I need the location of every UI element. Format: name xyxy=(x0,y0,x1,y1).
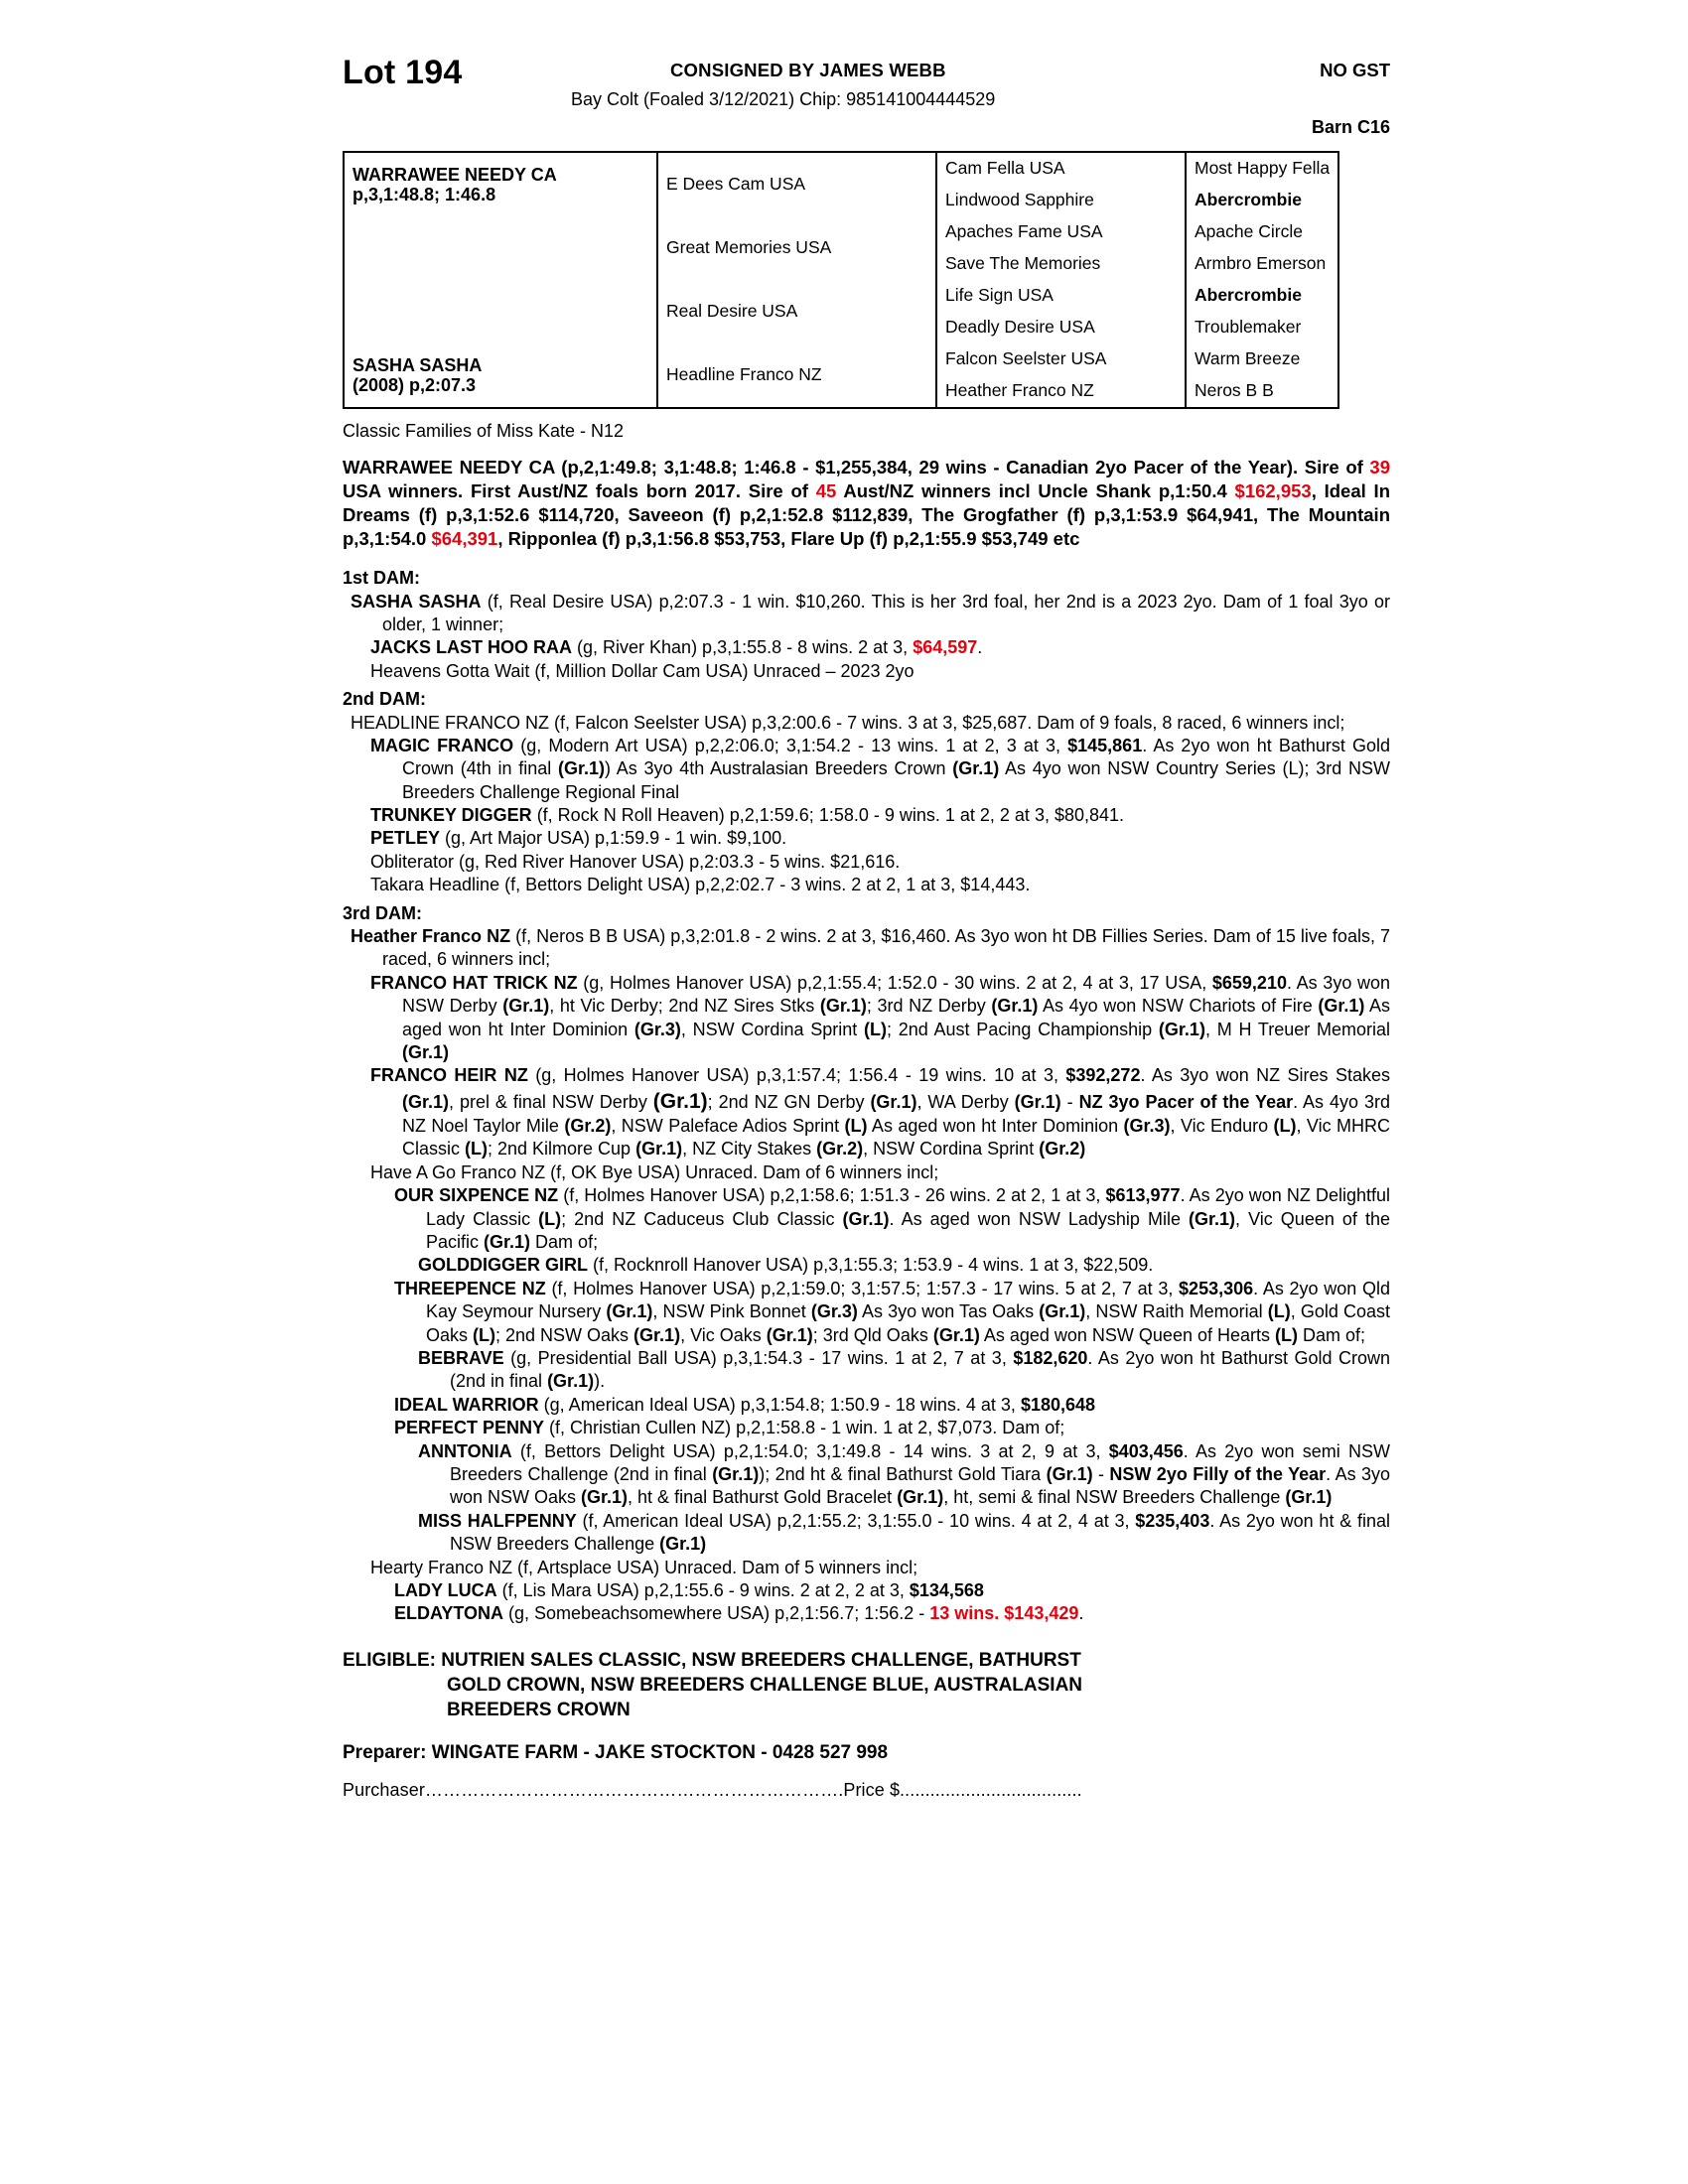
entry-text: (Gr.3) xyxy=(1123,1116,1171,1137)
entry-text: As aged won ht Inter Dominion xyxy=(402,996,1390,1039)
entry-text: (Gr.1) xyxy=(1014,1091,1061,1112)
entry-text: Heather Franco NZ xyxy=(351,926,511,947)
entry-text: (Gr.1) xyxy=(484,1232,531,1253)
entry-text: ANNTONIA xyxy=(418,1440,512,1461)
pedigree-entry xyxy=(343,1440,1390,1510)
pedigree-entry xyxy=(343,1417,1390,1439)
consignor: CONSIGNED BY JAMES WEBB xyxy=(670,60,946,80)
entry-text: (L) xyxy=(473,1324,495,1345)
entry-text: (Gr.1) xyxy=(606,1301,653,1322)
entry-text: . As 4yo 3rd NZ Noel Taylor Mile xyxy=(402,1091,1390,1137)
table-row xyxy=(345,216,1399,248)
dam-dam: Headline Franco NZ xyxy=(657,343,936,407)
entry-text: ; 2nd NZ Caduceus Club Classic xyxy=(561,1208,843,1229)
sire-summary-paragraph xyxy=(343,456,1390,551)
sire-gs4: Save The Memories xyxy=(936,248,1186,280)
entry-text: (Gr.1) xyxy=(659,1534,707,1555)
sire-ggs3: Apache Circle xyxy=(1186,216,1399,248)
pedigree-entry xyxy=(343,827,1390,850)
dam-sire: Real Desire USA xyxy=(657,280,936,343)
entry-text: (Gr.1) xyxy=(402,1042,450,1062)
entry-text: MAGIC FRANCO xyxy=(370,735,514,755)
entry-text: , M H Treuer Memorial xyxy=(1204,1019,1390,1039)
dam-ggs3: Warm Breeze xyxy=(1186,343,1399,375)
sire-text-p2: USA winners. First Aust/NZ foals born 2017. Sire of xyxy=(343,480,816,502)
dam-ggs1: Abercrombie xyxy=(1186,280,1399,312)
entry-text: ELDAYTONA xyxy=(394,1603,504,1624)
entry-text: (Gr.1) xyxy=(766,1324,813,1345)
entry-text: (Gr.1) xyxy=(1189,1208,1236,1229)
entry-text: (Gr.1) xyxy=(633,1324,681,1345)
entry-text: NZ 3yo Pacer of the Year xyxy=(1078,1091,1294,1112)
entry-text: $235,403 xyxy=(1135,1510,1210,1531)
pedigree-entry xyxy=(343,636,1390,659)
entry-text: . As aged won NSW Ladyship Mile xyxy=(889,1208,1190,1229)
table-row xyxy=(345,343,1399,375)
entry-text: (Gr.1) xyxy=(1158,1019,1205,1039)
sire-text-p4: , Ideal In Dreams (f) p,3,1:52.6 $114,720, Saveeon (f) p,2,1:52.8 $112,839, The Grogfather (f) p,3,1:53.9 $64,941, The Mountain p,3,1:54.0 xyxy=(343,480,1390,550)
sire-text-m2: $64,391 xyxy=(431,528,498,550)
entry-text: (Gr.1) xyxy=(635,1139,683,1160)
pedigree-entry xyxy=(343,1161,1390,1184)
entry-text: (L) xyxy=(1267,1301,1291,1322)
entry-text: GOLDDIGGER GIRL xyxy=(418,1255,588,1276)
entry-text: ; 2nd Aust Pacing Championship xyxy=(886,1019,1159,1039)
entry-text: Obliterator (g, Red River Hanover USA) p,2:03.3 - 5 wins. $21,616. xyxy=(370,851,901,872)
pedigree-entry xyxy=(343,1347,1390,1394)
entry-text: $392,272 xyxy=(1065,1065,1141,1086)
dam-gs4: Heather Franco NZ xyxy=(936,375,1186,407)
sire-text-m1: $162,953 xyxy=(1234,480,1312,502)
entry-text: (Gr.1) xyxy=(547,1371,595,1392)
dam-record: (2008) p,2:07.3 xyxy=(352,375,477,395)
entry-text: , Gold Coast Oaks xyxy=(426,1301,1390,1345)
sire-text-n45: 45 xyxy=(815,480,837,502)
entry-text: (g, Presidential Ball USA) p,3,1:54.3 - 17 wins. 1 at 2, 7 at 3, xyxy=(503,1347,1014,1368)
entry-text: . As 3yo won NSW Oaks xyxy=(450,1463,1390,1508)
entry-text: (L) xyxy=(465,1139,488,1160)
entry-text: (g, Modern Art USA) p,2,2:06.0; 3,1:54.2 - 13 wins. 1 at 2, 3 at 3, xyxy=(513,735,1068,755)
entry-text: $64,597 xyxy=(913,637,978,658)
entry-text: , Vic MHRC Classic xyxy=(402,1116,1390,1160)
entry-text: (g, Art Major USA) p,1:59.9 - 1 win. $9,100. xyxy=(440,828,787,849)
pedigree-entry xyxy=(343,1064,1390,1160)
entry-text: (Gr.1) xyxy=(1046,1463,1093,1484)
entry-text: Dam of; xyxy=(530,1232,599,1253)
entry-text: (L) xyxy=(538,1208,562,1229)
entry-text: - xyxy=(1060,1091,1079,1112)
entry-text: (Gr.1) xyxy=(897,1487,944,1508)
sire-name: WARRAWEE NEEDY CA xyxy=(352,164,557,185)
preparer-line: Preparer: WINGATE FARM - JAKE STOCKTON - 0428 527 998 xyxy=(343,1741,889,1763)
lot-number: Lot 194 xyxy=(343,54,463,91)
dam-gs3: Falcon Seelster USA xyxy=(936,343,1186,375)
entry-text: (f, Lis Mara USA) p,2,1:55.6 - 9 wins. 2 at 2, 2 at 3, xyxy=(496,1579,910,1600)
pedigree-dam-spacer xyxy=(345,280,657,343)
entry-text: . As 2yo won ht & final NSW Breeders Challenge xyxy=(450,1510,1390,1555)
pedigree-entry xyxy=(343,1394,1390,1417)
pedigree-entry xyxy=(343,735,1390,804)
entry-text: $182,620 xyxy=(1013,1347,1088,1368)
dam-heading: 3rd DAM: xyxy=(343,902,422,923)
entry-text: (Gr.3) xyxy=(633,1019,681,1039)
pedigree-entry xyxy=(343,1184,1390,1254)
entry-text: ). xyxy=(594,1371,606,1392)
pedigree-entry xyxy=(343,1254,1390,1277)
entry-text: NSW 2yo Filly of the Year xyxy=(1109,1463,1327,1484)
pedigree-entry xyxy=(343,851,1390,874)
dam-gs1: Life Sign USA xyxy=(936,280,1186,312)
entry-text: (Gr.1) xyxy=(842,1208,890,1229)
entry-text: Hearty Franco NZ (f, Artsplace USA) Unraced. Dam of 5 winners incl; xyxy=(370,1557,918,1577)
eligible-line-2: GOLD CROWN, NSW BREEDERS CHALLENGE BLUE, AUSTRALASIAN xyxy=(447,1674,1083,1696)
pedigree-entry xyxy=(343,972,1390,1065)
entry-text: IDEAL WARRIOR xyxy=(394,1394,539,1415)
entry-text: , NSW Cordina Sprint xyxy=(863,1139,1040,1160)
entry-text: (Gr.1) xyxy=(1285,1487,1333,1508)
eligible-block xyxy=(343,1648,1390,1722)
entry-text: (Gr.1) xyxy=(819,996,867,1017)
entry-text: , NSW Cordina Sprint xyxy=(680,1019,864,1039)
dam-ggs2: Troublemaker xyxy=(1186,312,1399,343)
entry-text: (L) xyxy=(1273,1116,1297,1137)
entry-text: FRANCO HEIR NZ xyxy=(370,1065,528,1086)
entry-text: Dam of; xyxy=(1297,1324,1366,1345)
entry-text: PETLEY xyxy=(370,828,441,849)
entry-text: (f, Bettors Delight USA) p,2,1:54.0; 3,1:49.8 - 14 wins. 3 at 2, 9 at 3, xyxy=(511,1440,1109,1461)
entry-text: , ht, semi & final NSW Breeders Challenge xyxy=(943,1487,1286,1508)
entry-text: , NZ City Stakes xyxy=(682,1139,817,1160)
entry-text: (g, Somebeachsomewhere USA) p,2,1:56.7; 1:56.2 - xyxy=(503,1603,930,1624)
entry-text: $180,648 xyxy=(1020,1394,1096,1415)
entry-text: $253,306 xyxy=(1179,1278,1254,1298)
entry-text: ) As 3yo 4th Australasian Breeders Crown xyxy=(605,758,953,779)
pedigree-sire-cell xyxy=(345,153,657,216)
entry-text: MISS HALFPENNY xyxy=(418,1510,577,1531)
dam-ggs4: Neros B B xyxy=(1186,375,1399,407)
entry-text: , NSW Raith Memorial xyxy=(1085,1301,1268,1322)
pedigree-entry xyxy=(343,925,1390,972)
entry-text: . As 2yo won semi NSW Breeders Challenge (2nd in final xyxy=(450,1440,1391,1484)
entry-text: , prel & final NSW Derby xyxy=(449,1091,653,1112)
entry-text: (Gr.1) xyxy=(1039,1301,1086,1322)
sire-sire: E Dees Cam USA xyxy=(657,153,936,216)
entry-text: $613,977 xyxy=(1105,1185,1181,1206)
entry-text: Have A Go Franco NZ (f, OK Bye USA) Unraced. Dam of 6 winners incl; xyxy=(370,1161,939,1182)
entry-text: , NSW Pink Bonnet xyxy=(652,1301,811,1322)
pedigree-table xyxy=(343,151,1339,409)
entry-text: (Gr.2) xyxy=(1039,1139,1086,1160)
entry-text: - xyxy=(1092,1463,1110,1484)
entry-text: THREEPENCE NZ xyxy=(394,1278,546,1298)
entry-text: , Vic Oaks xyxy=(680,1324,767,1345)
sire-gs2: Lindwood Sapphire xyxy=(936,185,1186,216)
sire-text-p5: , Ripponlea (f) p,3,1:56.8 $53,753, Flare Up (f) p,2,1:55.9 $53,749 etc xyxy=(497,528,1080,550)
sire-dam: Great Memories USA xyxy=(657,216,936,280)
sire-ggs2: Abercrombie xyxy=(1186,185,1399,216)
pedigree-entry xyxy=(343,1510,1390,1557)
entry-text: ; 2nd Kilmore Cup xyxy=(488,1139,636,1160)
entry-text: , ht Vic Derby; 2nd NZ Sires Stks xyxy=(549,996,820,1017)
purchaser-line: Purchaser…………………………………………………………….Price $.................................... xyxy=(343,1779,1082,1800)
entry-text: Heavens Gotta Wait (f, Million Dollar Cam USA) Unraced – 2023 2yo xyxy=(370,660,914,681)
entry-text: , NSW Paleface Adios Sprint xyxy=(611,1116,845,1137)
pedigree-entry xyxy=(343,1278,1390,1347)
dam-name: SASHA SASHA xyxy=(352,354,483,375)
entry-text: (Gr.1) xyxy=(952,758,1000,779)
entry-text: (Gr.1) xyxy=(991,996,1039,1017)
entry-text: . xyxy=(977,637,983,658)
pedigree-entry xyxy=(343,1602,1390,1625)
entry-text: . As 3yo won NZ Sires Stakes xyxy=(1140,1065,1390,1086)
entry-text: (f, Real Desire USA) p,2:07.3 - 1 win. $10,260. This is her 3rd foal, her 2nd is a 2023 2yo. Dam of 1 foal 3yo or older, 1 winner; xyxy=(382,591,1390,634)
pedigree-entry xyxy=(343,874,1390,896)
entry-text: (Gr.1) xyxy=(870,1091,917,1112)
entry-text: (f, Christian Cullen NZ) p,2,1:58.8 - 1 win. 1 at 2, $7,073. Dam of; xyxy=(544,1418,1065,1438)
table-row xyxy=(345,280,1399,312)
entry-text: . As 2yo won NZ Delightful Lady Classic xyxy=(426,1185,1390,1229)
entry-text: As 4yo won NSW Country Series (L); 3rd NSW Breeders Challenge Regional Final xyxy=(402,758,1390,802)
entry-text: , Vic Queen of the Pacific xyxy=(426,1208,1390,1253)
entry-text: As 4yo won NSW Chariots of Fire xyxy=(1038,996,1319,1017)
entry-text: LADY LUCA xyxy=(394,1579,497,1600)
entry-text: (f, Rocknroll Hanover USA) p,3,1:55.3; 1:53.9 - 4 wins. 1 at 3, $22,509. xyxy=(588,1255,1154,1276)
sire-text-p3: Aust/NZ winners incl Uncle Shank p,1:50.4 xyxy=(836,480,1235,502)
entry-text: TRUNKEY DIGGER xyxy=(370,805,532,826)
table-row xyxy=(345,153,1399,185)
dam-heading: 2nd DAM: xyxy=(343,689,426,710)
pedigree-entry xyxy=(343,660,1390,683)
entry-text: (g, Holmes Hanover USA) p,3,1:57.4; 1:56.4 - 19 wins. 10 at 3, xyxy=(527,1065,1066,1086)
pedigree-entry xyxy=(343,712,1390,735)
entry-text: ; 3rd NZ Derby xyxy=(866,996,992,1017)
sire-ggs4: Armbro Emerson xyxy=(1186,248,1399,280)
entry-text: (Gr.1) xyxy=(581,1487,629,1508)
entry-text: (L) xyxy=(844,1116,868,1137)
entry-text: (Gr.1) xyxy=(932,1324,980,1345)
entry-text: As aged won ht Inter Dominion xyxy=(867,1116,1124,1137)
entry-text: ; 3rd Qld Oaks xyxy=(812,1324,933,1345)
sire-text-p1: WARRAWEE NEEDY CA (p,2,1:49.8; 3,1:48.8; 1:46.8 - $1,255,384, 29 wins - Canadian 2yo Pacer of the Year). Sire of xyxy=(343,457,1370,478)
sire-gs3: Apaches Fame USA xyxy=(936,216,1186,248)
entry-text: ; 2nd NZ GN Derby xyxy=(707,1091,871,1112)
entry-text: (f, Neros B B USA) p,3,2:01.8 - 2 wins. 2 at 3, $16,460. As 3yo won ht DB Fillies Series. Dam of 15 live foals, 7 raced, 6 winners incl; xyxy=(382,926,1390,970)
entry-text: (L) xyxy=(864,1019,887,1039)
entry-text: (g, Holmes Hanover USA) p,2,1:55.4; 1:52.0 - 30 wins. 2 at 2, 4 at 3, 17 USA, xyxy=(577,972,1212,993)
entry-text: (Gr.1) xyxy=(1318,996,1365,1017)
entry-text: (L) xyxy=(1275,1324,1298,1345)
entry-text: $659,210 xyxy=(1211,972,1287,993)
pedigree-entry xyxy=(343,804,1390,827)
entry-text: (Gr.2) xyxy=(564,1116,612,1137)
entry-text: Takara Headline (f, Bettors Delight USA) p,2,2:02.7 - 3 wins. 2 at 2, 1 at 3, $14,443. xyxy=(370,875,1031,895)
eligible-line-3: BREEDERS CROWN xyxy=(447,1699,631,1720)
entry-text: . As 2yo won ht Bathurst Gold Crown (2nd in final xyxy=(450,1347,1390,1392)
entry-text: (Gr.1) xyxy=(402,1091,450,1112)
entry-text: BEBRAVE xyxy=(418,1347,504,1368)
entry-text: $145,861 xyxy=(1067,735,1143,755)
entry-text: . As 3yo won NSW Derby xyxy=(402,972,1391,1017)
dam-gs2: Deadly Desire USA xyxy=(936,312,1186,343)
entry-text: . As 2yo won Qld Kay Seymour Nursery xyxy=(426,1278,1391,1322)
entry-text: $134,568 xyxy=(909,1579,984,1600)
entry-text: ); 2nd ht & final Bathurst Gold Tiara xyxy=(759,1463,1047,1484)
entry-text: (f, American Ideal USA) p,2,1:55.2; 3,1:55.0 - 10 wins. 4 at 2, 4 at 3, xyxy=(576,1510,1136,1531)
entry-text: (Gr.1) xyxy=(712,1463,760,1484)
entry-text: OUR SIXPENCE NZ xyxy=(394,1185,559,1206)
pedigree-dam-cell xyxy=(345,343,657,407)
entry-text: JACKS LAST HOO RAA xyxy=(370,637,573,658)
entry-text: $403,456 xyxy=(1108,1440,1184,1461)
sire-ggs1: Most Happy Fella xyxy=(1186,153,1399,185)
entry-text: , ht & final Bathurst Gold Bracelet xyxy=(628,1487,898,1508)
entry-text: ; 2nd NSW Oaks xyxy=(495,1324,634,1345)
pedigree-sire-spacer xyxy=(345,216,657,280)
entry-text: . As 2yo won ht Bathurst Gold Crown (4th in final xyxy=(402,735,1390,779)
entry-text: (Gr.3) xyxy=(810,1301,858,1322)
entry-text: (f, Holmes Hanover USA) p,2,1:59.0; 3,1:57.5; 1:57.3 - 17 wins. 5 at 2, 7 at 3, xyxy=(545,1278,1180,1298)
pedigree-entry xyxy=(343,591,1390,637)
page-header xyxy=(343,46,1390,141)
dam-sections xyxy=(343,567,1390,1625)
entry-text: (Gr.1) xyxy=(557,758,605,779)
entry-text: . xyxy=(1078,1603,1084,1624)
gst-status: NO GST xyxy=(1320,60,1390,80)
entry-text: SASHA SASHA xyxy=(351,591,482,612)
entry-text: FRANCO HAT TRICK NZ xyxy=(370,972,578,993)
entry-text: (f, Rock N Roll Heaven) p,2,1:59.6; 1:58.0 - 9 wins. 1 at 2, 2 at 3, $80,841. xyxy=(531,805,1125,826)
entry-text: , WA Derby xyxy=(916,1091,1015,1112)
classic-families: Classic Families of Miss Kate - N12 xyxy=(343,421,625,441)
entry-text: , Vic Enduro xyxy=(1170,1116,1274,1137)
pedigree-entry xyxy=(343,1557,1390,1579)
entry-text: PERFECT PENNY xyxy=(394,1418,545,1438)
barn-number: Barn C16 xyxy=(1311,117,1390,137)
dam-heading: 1st DAM: xyxy=(343,568,421,589)
entry-text: 13 wins. $143,429 xyxy=(929,1603,1079,1624)
entry-text: (Gr.2) xyxy=(816,1139,864,1160)
horse-description: Bay Colt (Foaled 3/12/2021) Chip: 985141004444529 xyxy=(571,89,996,109)
sire-gs1: Cam Fella USA xyxy=(936,153,1186,185)
entry-text: (g, American Ideal USA) p,3,1:54.8; 1:50.9 - 18 wins. 4 at 3, xyxy=(538,1394,1021,1415)
pedigree-entry xyxy=(343,1579,1390,1602)
entry-text: (f, Holmes Hanover USA) p,2,1:58.6; 1:51.3 - 26 wins. 2 at 2, 1 at 3, xyxy=(558,1185,1106,1206)
entry-text: As aged won NSW Queen of Hearts xyxy=(979,1324,1275,1345)
entry-text: (Gr.1) xyxy=(652,1089,708,1113)
sire-text-n39: 39 xyxy=(1369,457,1390,478)
eligible-line-1: ELIGIBLE: NUTRIEN SALES CLASSIC, NSW BREEDERS CHALLENGE, BATHURST xyxy=(343,1649,1081,1671)
entry-text: As 3yo won Tas Oaks xyxy=(857,1301,1040,1322)
entry-text: (Gr.1) xyxy=(502,996,550,1017)
sire-record: p,3,1:48.8; 1:46.8 xyxy=(352,185,496,205)
entry-text: HEADLINE FRANCO NZ (f, Falcon Seelster USA) p,3,2:00.6 - 7 wins. 3 at 3, $25,687. Dam of 9 foals, 8 raced, 6 winners incl; xyxy=(351,712,1345,733)
entry-text: (g, River Khan) p,3,1:55.8 - 8 wins. 2 at 3, xyxy=(572,637,914,658)
